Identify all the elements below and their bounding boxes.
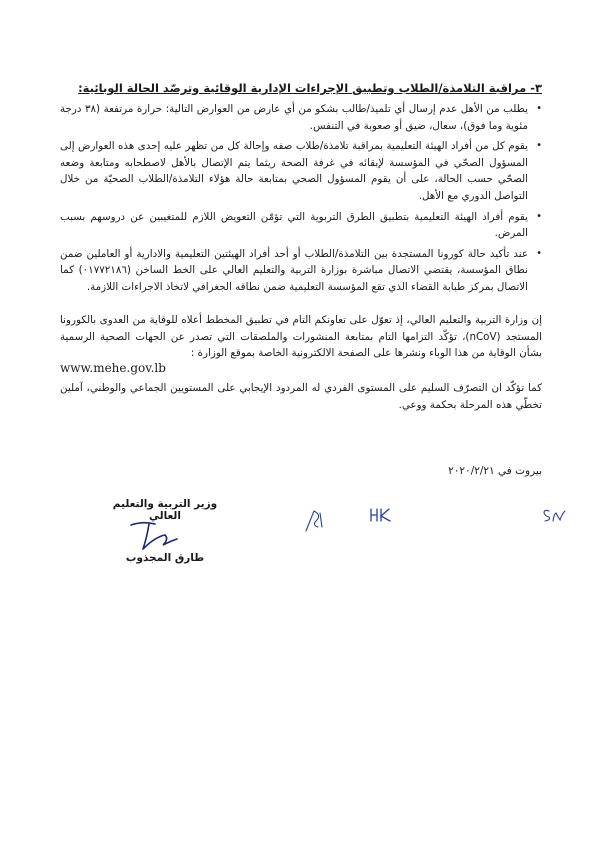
initial-hk (368, 505, 394, 525)
bullet-icon: • (536, 210, 542, 222)
closing-paragraph-1: إن وزارة التربية والتعليم العالي، إذ تعوّل على تعاونكم التام في تطبيق المخطط أعلاه للوقاية من العدوى بالكورونا المستجد (nCoV)، تؤكّد التزامها التام بمتابعة المنشورات والملصقات التي تصدر عن الجهات الصحية الرسمية بشأن الوقاية من هذا الوباء ونشرها على الصفحة الالكترونية الخاصة بموقع الوزارة : (60, 314, 542, 360)
section-heading: ٣- مراقبة التلامذة/الطلاب وتطبيق الإجراءات الإدارية الوقائية وترصّد الحالة الوبائية: (78, 81, 542, 95)
ministry-website: www.mehe.gov.lb (60, 361, 166, 375)
bullet-text: يقوم أفراد الهيئة التعليمية بتطبيق الطرق التربوية التي تؤمّن التعويض اللازم للمتغيبين عن دروسهم بسبب المرض. (60, 210, 528, 240)
closing-paragraph-2: كما تؤكّد ان التصرّف السليم على المستوى الفردي له المردود الإيجابي على المستويين الجماعي والوطني، آملين تخطّي هذه المرحلة بحكمة ووعي. (60, 382, 542, 411)
date-line: بيروت في ٢٠٢٠/٢/٢١ (448, 465, 542, 477)
bullet-icon: • (536, 247, 542, 259)
bullet-icon: • (536, 103, 542, 114)
bullet-text: يطلب من الأهل عدم إرسال أي تلميذ/طالب بشكو من أي عارض من العوارض التالية: حرارة مرتفعة (٣٨ درجة مئوية وما فوق)، سعال، ضيق أو صعوبة في التنفس. (60, 103, 528, 132)
list-item (60, 138, 542, 204)
initial-sn (540, 505, 570, 525)
initial-mark (300, 505, 330, 535)
bullet-list (60, 101, 542, 300)
bullet-text: يقوم كل من أفراد الهيئة التعليمية بمراقبة تلامذة/طلاب صفه وإحالة كل من تظهر عليه إحدى هذه العوارض إلى المسؤول الصحّي في المؤسسة لإبقائه في غرفة الصحة ريثما يتم الإتصال بالأهل لاصطحابه ومتابعة وضعه الصحّي حسب الحالة، على أن يقوم المسؤول الصحي بمتابعة حالة هؤلاء التلامذة/الطلاب الصحيّة من خلال التواصل الدوري مع الأهل. (60, 140, 528, 202)
bullet-icon: • (536, 140, 542, 152)
list-item (60, 209, 542, 242)
bullet-text: عند تأكيد حالة كورونا المستجدة بين التلامذة/الطلاب أو أحد أفراد الهيئتين التعليمية والادارية أو العاملين ضمن نطاق المؤسسة، يقتضي الاتصال مباشرة بوزارة التربية والتعليم العالي على الخط الساخن (٠١٧٧٢١٨٦) كما الاتصال بمركز طبابة القضاء الذي تقع المؤسسة التعليمية ضمن نطاقه الجغرافي لاتخاذ الاجراءات اللازمة. (60, 247, 528, 293)
list-item (60, 246, 542, 296)
list-item (60, 101, 542, 134)
signatory-name: طارق المجذوب (125, 552, 205, 564)
signatory-title: وزير التربية والتعليم العالي (112, 498, 218, 522)
